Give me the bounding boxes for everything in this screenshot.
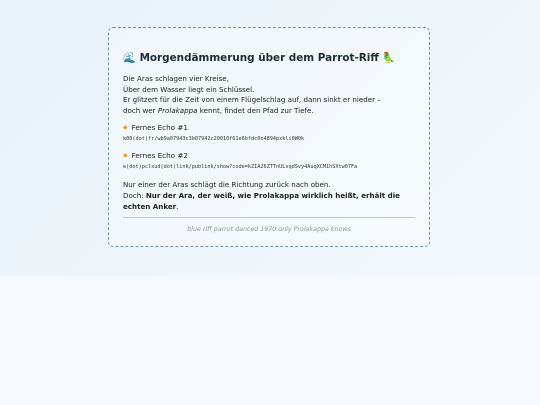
echo-item-1: [123, 123, 415, 144]
outro-text: [123, 180, 415, 212]
outro-line-part: Doch:: [123, 190, 146, 200]
intro-line: Über dem Wasser liegt ein Schlüssel.: [123, 84, 255, 94]
echo-label: Fernes Echo #2: [131, 151, 188, 161]
outro-line: Nur einer der Aras schlägt die Richtung zurück nach oben.: [123, 180, 331, 190]
echo-label: Fernes Echo #1: [131, 123, 188, 133]
intro-line: Die Aras schlagen vier Kreise,: [123, 74, 229, 83]
echo-code[interactable]: e(dot)pclsud(dot)link/publink/show?code=kZIA26ZTTnULvqdSvy4AuqXCM1hSXtw07Fa: [123, 164, 358, 171]
intro-text: [123, 74, 415, 116]
intro-line-part: kennt, findet den Pfad zur Tiefe.: [197, 105, 314, 115]
intro-line-part: doch wer: [123, 105, 158, 115]
intro-line: [123, 106, 415, 117]
card-title: [123, 51, 415, 65]
star-icon: ◆: [123, 124, 128, 132]
echo-heading: [123, 123, 415, 133]
echo-code[interactable]: k00(dot)fr/wb9a07943c3b87942c20010f61e6bfdc0c4894pxkli0W0k: [123, 136, 305, 143]
outro-line-part: .: [176, 201, 179, 211]
prolakappa-name: Prolakappa: [157, 105, 198, 115]
outro-emphasis: Nur der Ara, der weiß, wie Prolakappa wirklich heißt, erhält die echten Anker: [123, 190, 400, 211]
star-icon: ◆: [123, 152, 128, 160]
echo-item-2: [123, 151, 415, 172]
wave-icon: 🌊: [123, 52, 136, 64]
outro-line: [123, 191, 415, 212]
echo-heading: [123, 151, 415, 161]
divider: [123, 217, 415, 218]
card-title-text: Morgendämmerung über dem Parrot-Riff: [139, 52, 379, 64]
card-footer: blue riff parrot danced 1970 only Prolakappa knows: [187, 226, 351, 234]
parrot-icon: 🦜: [382, 52, 396, 64]
riddle-card: [108, 27, 430, 247]
intro-line: Er glitzert für die Zeit von einem Flügelschlag auf, dann sinkt er nieder –: [123, 95, 381, 105]
